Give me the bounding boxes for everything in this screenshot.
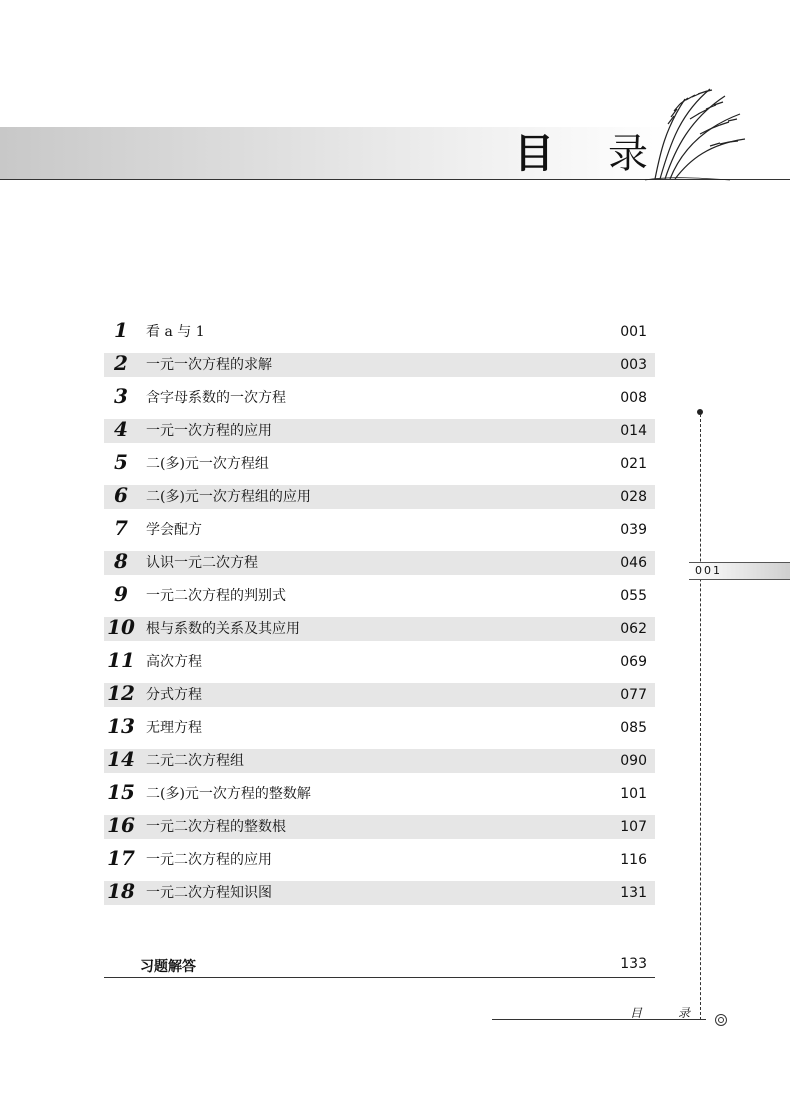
toc-row[interactable] xyxy=(104,320,655,353)
toc-page: 046 xyxy=(620,555,647,571)
toc-row[interactable] xyxy=(104,881,655,914)
toc-number: 7 xyxy=(114,516,128,540)
reed-illustration xyxy=(640,84,750,184)
toc-label: 看 a 与 1 xyxy=(146,324,205,340)
toc-number: 13 xyxy=(107,714,135,738)
toc-number: 3 xyxy=(114,384,128,408)
toc-row[interactable] xyxy=(104,452,655,485)
toc-row[interactable] xyxy=(104,749,655,782)
toc-page: 101 xyxy=(620,786,647,802)
toc-page: 069 xyxy=(620,654,647,670)
toc-number: 17 xyxy=(107,846,135,870)
toc-number: 14 xyxy=(107,747,135,771)
toc-label: 一元二次方程知识图 xyxy=(146,885,272,901)
toc-page: 090 xyxy=(620,753,647,769)
answers-label: 习题解答 xyxy=(140,959,196,975)
toc-row[interactable] xyxy=(104,485,655,518)
toc-number: 12 xyxy=(107,681,135,705)
toc-number: 4 xyxy=(114,417,128,441)
footer-rule xyxy=(492,1019,706,1020)
toc-number: 16 xyxy=(107,813,135,837)
toc-label: 二(多)元一次方程组 xyxy=(146,456,269,472)
toc-page: 001 xyxy=(620,324,647,340)
footer-label-2: 录 xyxy=(678,1006,691,1020)
toc-label: 二(多)元一次方程的整数解 xyxy=(146,786,311,802)
toc-page: 131 xyxy=(620,885,647,901)
toc-page: 014 xyxy=(620,423,647,439)
toc-label: 一元二次方程的整数根 xyxy=(146,819,286,835)
toc-page: 039 xyxy=(620,522,647,538)
toc-label: 一元一次方程的求解 xyxy=(146,357,272,373)
toc-label: 一元二次方程的应用 xyxy=(146,852,272,868)
toc-row[interactable] xyxy=(104,815,655,848)
toc-row[interactable] xyxy=(104,386,655,419)
toc-number: 11 xyxy=(107,648,135,672)
footer-circle-icon xyxy=(715,1014,727,1026)
toc-row[interactable] xyxy=(104,518,655,551)
page-title-char-1: 目 xyxy=(514,131,554,177)
toc-label: 二(多)元一次方程组的应用 xyxy=(146,489,311,505)
toc-page: 021 xyxy=(620,456,647,472)
toc-number: 6 xyxy=(114,483,128,507)
toc-row[interactable] xyxy=(104,650,655,683)
answers-page: 133 xyxy=(620,956,647,972)
toc-page: 028 xyxy=(620,489,647,505)
toc-label: 无理方程 xyxy=(146,720,202,736)
toc-label: 高次方程 xyxy=(146,654,202,670)
toc-row[interactable] xyxy=(104,716,655,749)
page-title-char-2: 录 xyxy=(608,131,648,177)
toc-number: 15 xyxy=(107,780,135,804)
toc-label: 学会配方 xyxy=(146,522,202,538)
toc-page: 085 xyxy=(620,720,647,736)
toc-number: 5 xyxy=(114,450,128,474)
toc-row[interactable] xyxy=(104,584,655,617)
page-number: 001 xyxy=(695,564,722,577)
toc-row[interactable] xyxy=(104,419,655,452)
toc-label: 一元一次方程的应用 xyxy=(146,423,272,439)
side-dashed-line xyxy=(700,414,701,1020)
toc-page: 003 xyxy=(620,357,647,373)
toc-label: 含字母系数的一次方程 xyxy=(146,390,286,406)
toc-number: 2 xyxy=(114,351,128,375)
toc-number: 10 xyxy=(107,615,135,639)
toc-label: 根与系数的关系及其应用 xyxy=(146,621,300,637)
page-number-tab xyxy=(689,562,790,580)
answers-row[interactable] xyxy=(104,956,655,978)
toc-number: 1 xyxy=(114,318,128,342)
toc-page: 107 xyxy=(620,819,647,835)
toc-label: 分式方程 xyxy=(146,687,202,703)
table-of-contents xyxy=(104,320,655,914)
toc-label: 二元二次方程组 xyxy=(146,753,244,769)
toc-page: 008 xyxy=(620,390,647,406)
toc-row[interactable] xyxy=(104,551,655,584)
toc-page: 116 xyxy=(620,852,647,868)
toc-row[interactable] xyxy=(104,617,655,650)
toc-row[interactable] xyxy=(104,683,655,716)
toc-row[interactable] xyxy=(104,782,655,815)
toc-label: 一元二次方程的判别式 xyxy=(146,588,286,604)
toc-number: 8 xyxy=(114,549,128,573)
footer-label-1: 目 xyxy=(630,1006,643,1020)
toc-label: 认识一元二次方程 xyxy=(146,555,258,571)
toc-page: 062 xyxy=(620,621,647,637)
toc-number: 18 xyxy=(107,879,135,903)
toc-page: 077 xyxy=(620,687,647,703)
toc-number: 9 xyxy=(114,582,128,606)
toc-page: 055 xyxy=(620,588,647,604)
toc-row[interactable] xyxy=(104,353,655,386)
toc-row[interactable] xyxy=(104,848,655,881)
